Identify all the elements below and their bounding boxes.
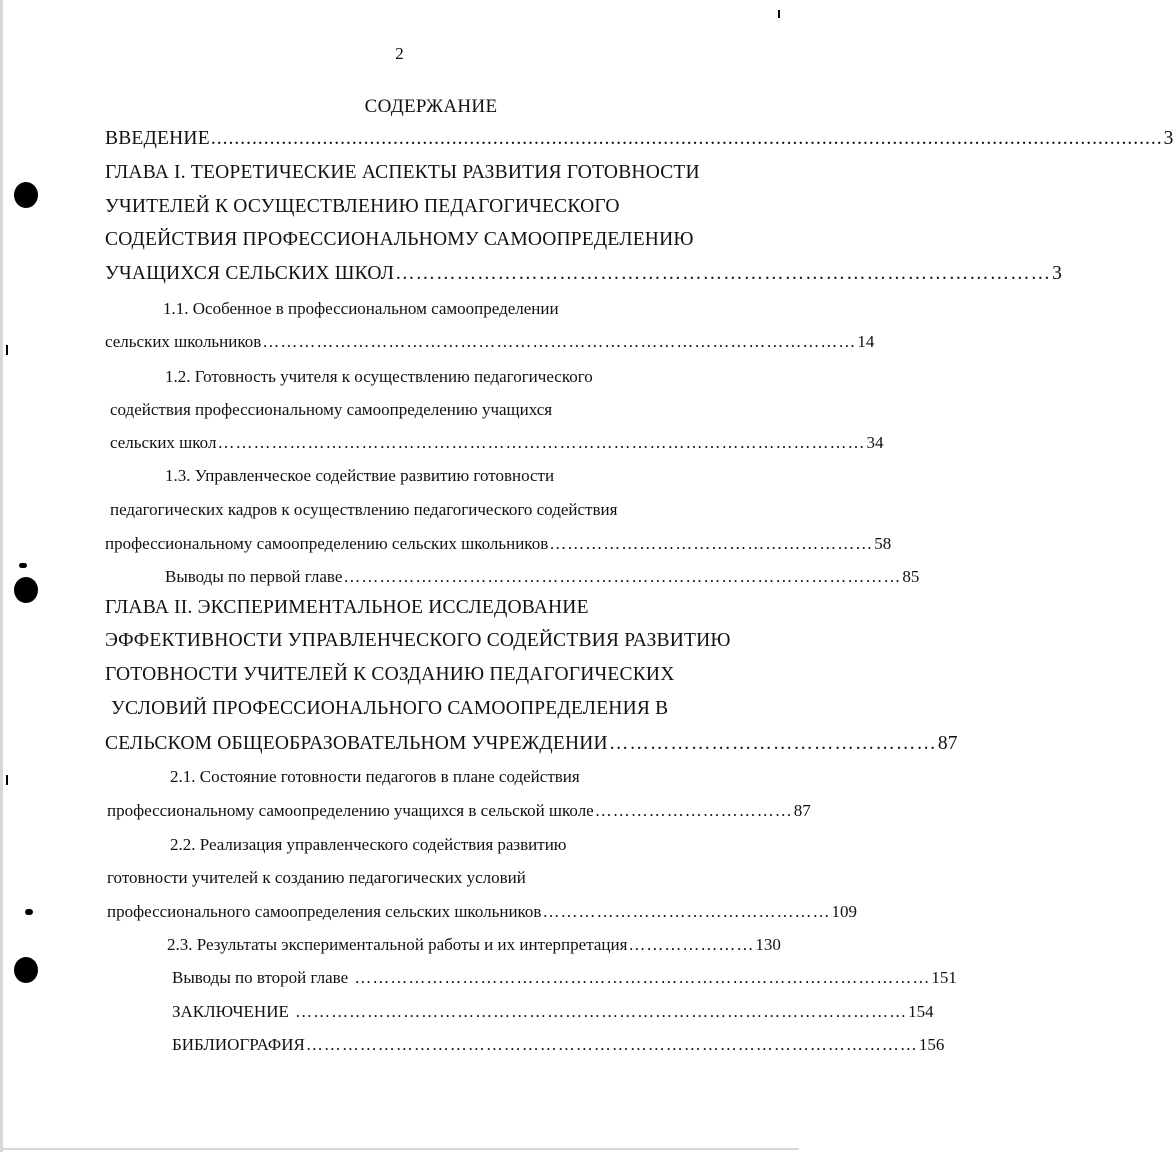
scan-edge-mark [6, 345, 8, 355]
toc-entry-page: 87 [937, 733, 958, 754]
toc-section-1-3-line-1: 1.3. Управленческое содействие развитию готовности [165, 466, 555, 485]
scan-speck [25, 909, 33, 915]
toc-entry-page: 87 [793, 801, 811, 820]
leader-dots: ………………… [628, 935, 755, 954]
toc-entry-page: 156 [918, 1035, 945, 1054]
toc-section-1-2-line-2: содействия профессиональному самоопределению учащихся [110, 400, 553, 419]
leader-dots: ………………………………………………………………………………………… [305, 1035, 918, 1054]
leader-dots: ………………………………………… [542, 902, 831, 921]
leader-dots: ………………………………………… [608, 733, 937, 754]
leader-dots: …………………………… [594, 801, 793, 820]
toc-section-2-2-last-line [107, 902, 857, 922]
toc-entry-page: 130 [755, 935, 781, 954]
toc-title: СОДЕРЖАНИЕ [364, 96, 498, 117]
toc-section-1-1-line-1: 1.1. Особенное в профессиональном самоопределении [163, 299, 559, 318]
leader-dots: …………………………………………………………………………………… [395, 263, 1052, 284]
scan-speck [19, 563, 27, 568]
leader-dots: ………………………………………………………………………………………… [289, 1002, 908, 1021]
scan-edge-mark [778, 10, 780, 18]
toc-entry-introduction [105, 128, 1174, 150]
toc-chapter-2-line-4: УСЛОВИЙ ПРОФЕССИОНАЛЬНОГО САМООПРЕДЕЛЕНИЯ В [111, 698, 669, 719]
binder-hole-mark [14, 577, 38, 603]
toc-entry-title: Выводы по второй главе [172, 968, 349, 987]
scan-bottom-line [0, 1148, 799, 1150]
toc-chapter-2-line-3: ГОТОВНОСТИ УЧИТЕЛЕЙ К СОЗДАНИЮ ПЕДАГОГИЧЕСКИХ [105, 664, 675, 685]
toc-entry-page: 151 [931, 968, 957, 987]
toc-entry-page: 14 [857, 332, 875, 351]
leader-dots: ………………………………………………………………………………… [343, 567, 902, 586]
toc-chapter-1-line-1: ГЛАВА I. ТЕОРЕТИЧЕСКИЕ АСПЕКТЫ РАЗВИТИЯ ГОТОВНОСТИ [105, 162, 700, 183]
toc-entry-title: сельских школьников [105, 332, 262, 351]
toc-section-1-3-line-2: педагогических кадров к осуществлению педагогического содействия [110, 500, 618, 519]
toc-entry-page: 85 [902, 567, 920, 586]
toc-chapter-1-line-3: СОДЕЙСТВИЯ ПРОФЕССИОНАЛЬНОМУ САМООПРЕДЕЛЕНИЮ [105, 229, 694, 250]
toc-chapter-2-line-2: ЭФФЕКТИВНОСТИ УПРАВЛЕНЧЕСКОГО СОДЕЙСТВИЯ РАЗВИТИЮ [105, 630, 731, 651]
toc-section-2-1-last-line [107, 801, 811, 821]
leader-dots: .................................................................................................................................................................. [210, 128, 1163, 149]
toc-entry-page: 3 [1052, 263, 1063, 284]
toc-entry-title: сельских школ [110, 433, 217, 452]
binder-hole-mark [14, 957, 38, 983]
toc-entry-title: профессиональному самоопределению сельских школьников [105, 534, 549, 553]
toc-entry-title: УЧАЩИХСЯ СЕЛЬСКИХ ШКОЛ [105, 263, 395, 284]
scan-edge-line [0, 0, 3, 1152]
toc-chapter-2-conclusions [172, 968, 957, 988]
page-number: 2 [395, 44, 404, 63]
scan-edge-mark [6, 775, 8, 785]
leader-dots: ……………………………………………… [549, 534, 874, 553]
toc-bibliography [172, 1035, 945, 1055]
toc-section-2-2-line-2: готовности учителей к созданию педагогических условий [107, 868, 526, 887]
toc-entry-title: СЕЛЬСКОМ ОБЩЕОБРАЗОВАТЕЛЬНОМ УЧРЕЖДЕНИИ [105, 733, 608, 754]
toc-section-2-2-line-1: 2.2. Реализация управленческого содействия развитию [170, 835, 567, 854]
toc-section-1-2-line-1: 1.2. Готовность учителя к осуществлению педагогического [165, 367, 593, 386]
leader-dots: ……………………………………………………………………………………………… [217, 433, 866, 452]
toc-conclusion [172, 1002, 934, 1022]
leader-dots: ……………………………………………………………………………………… [262, 332, 857, 351]
toc-section-1-3-last-line [105, 534, 892, 554]
toc-chapter-1-conclusions [165, 567, 920, 587]
toc-chapter-2-last-line [105, 733, 958, 755]
toc-section-1-1-last-line [105, 332, 875, 352]
toc-section-2-3 [167, 935, 781, 955]
toc-chapter-2-line-1: ГЛАВА II. ЭКСПЕРИМЕНТАЛЬНОЕ ИССЛЕДОВАНИЕ [105, 597, 589, 618]
toc-chapter-1-line-2: УЧИТЕЛЕЙ К ОСУЩЕСТВЛЕНИЮ ПЕДАГОГИЧЕСКОГО [105, 196, 620, 217]
binder-hole-mark [14, 182, 38, 208]
toc-entry-title: 2.3. Результаты экспериментальной работы и их интерпретация [167, 935, 628, 954]
toc-entry-title: Выводы по первой главе [165, 567, 343, 586]
toc-entry-title: профессиональному самоопределению учащихся в сельской школе [107, 801, 594, 820]
toc-entry-page: 58 [874, 534, 892, 553]
leader-dots: …………………………………………………………………………………… [349, 968, 931, 987]
toc-entry-page: 154 [908, 1002, 934, 1021]
toc-entry-page: 34 [866, 433, 884, 452]
toc-chapter-1-last-line [105, 263, 1063, 285]
toc-entry-title: ЗАКЛЮЧЕНИЕ [172, 1002, 289, 1021]
toc-section-1-2-last-line [110, 433, 884, 453]
toc-entry-title: ВВЕДЕНИЕ [105, 128, 210, 149]
toc-section-2-1-line-1: 2.1. Состояние готовности педагогов в плане содействия [170, 767, 580, 786]
toc-entry-page: 3 [1163, 128, 1174, 149]
toc-entry-page: 109 [831, 902, 857, 921]
toc-entry-title: БИБЛИОГРАФИЯ [172, 1035, 305, 1054]
toc-entry-title: профессионального самоопределения сельских школьников [107, 902, 542, 921]
